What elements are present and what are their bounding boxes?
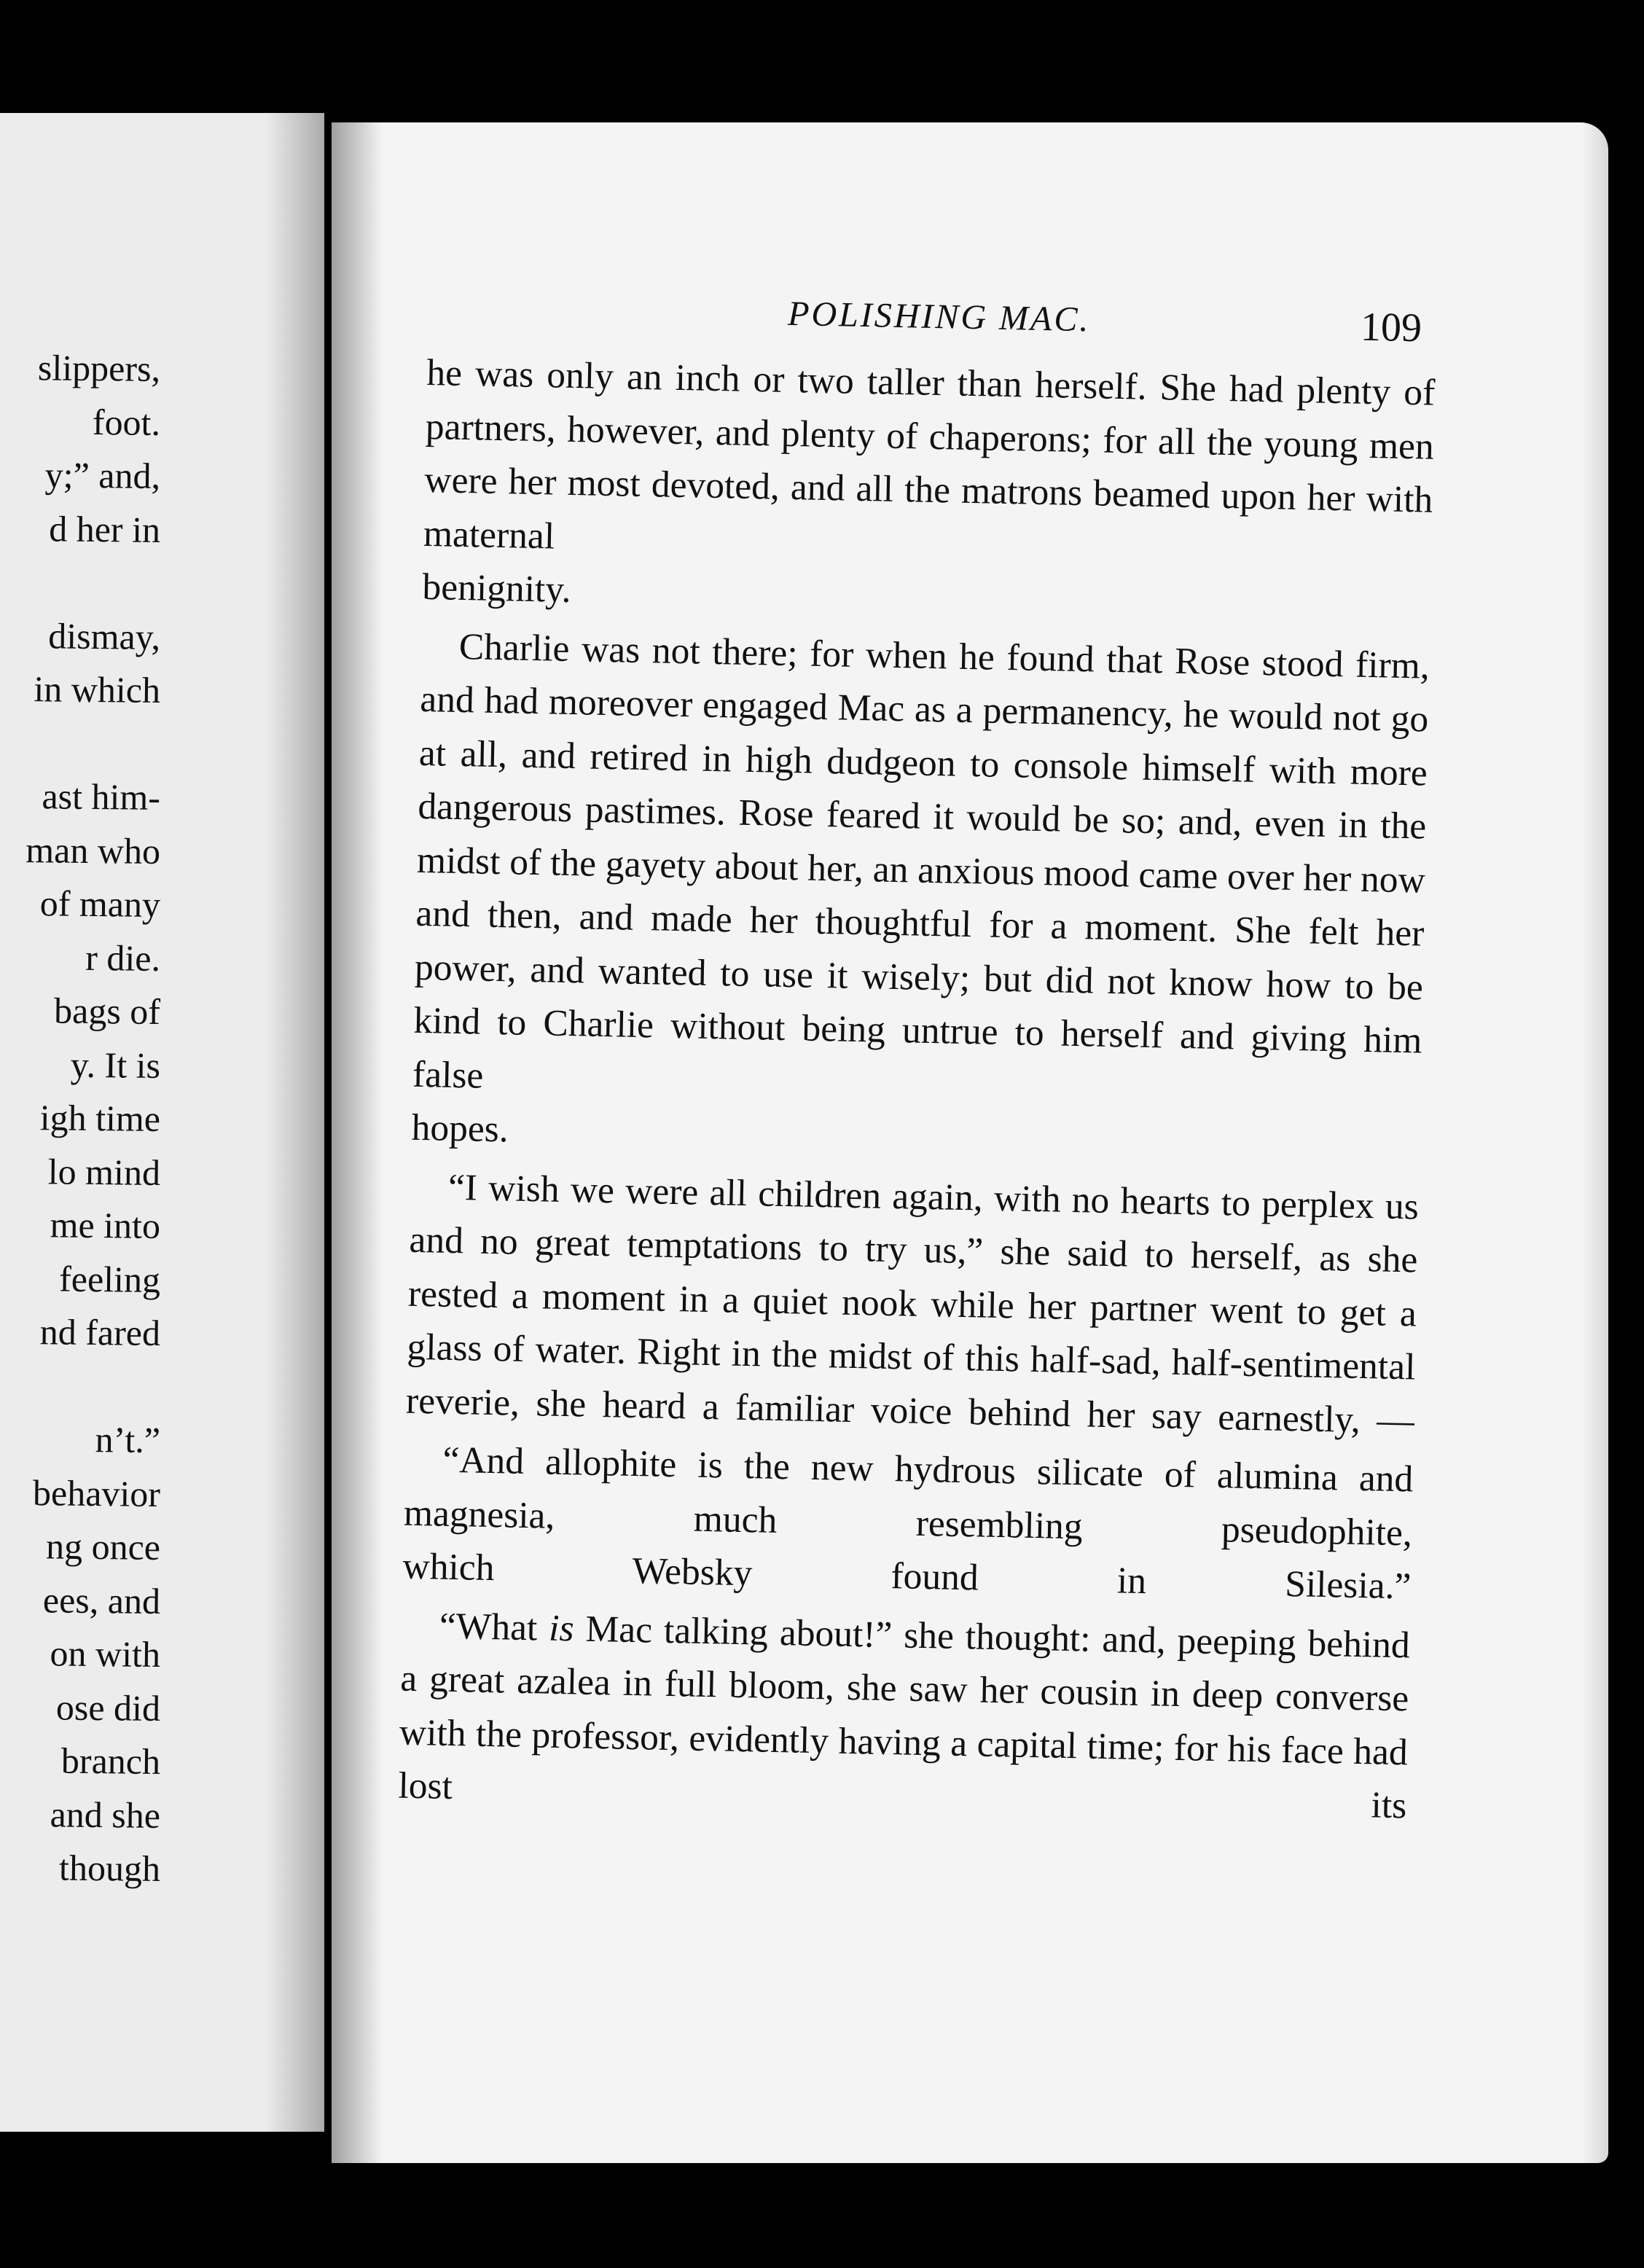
left-line: ees, and [42,1579,161,1622]
left-line: slippers, [37,347,161,389]
left-line: though [58,1847,161,1889]
left-line: lo mind [47,1150,161,1193]
left-line: y;” and, [44,454,161,496]
emphasis: is [548,1607,575,1649]
left-line: behavior [32,1471,161,1514]
left-line: nd fared [39,1311,161,1353]
paragraph-text: he was only an inch or two taller than herself. She had plenty of partners, however, and plenty of chaperons; for all the young men were her most devoted, and all the matrons beamed upon her with maternal [423,351,1436,558]
paragraph-text: “I wish we were all children again, with no hearts to perplex us and no great temptations to try us,” she said to herself, as she rested a moment in a quiet nook while her partner went to get a glass of water. Right in the midst of this half-sad, half-sentimental reverie, she heard a familiar voice behind her say earnestly, — [405,1166,1420,1442]
paragraph-last-line: which Websky found in Silesia.” [402,1545,1412,1608]
left-line: ng once [45,1525,161,1568]
left-line: me into [50,1204,161,1246]
left-line: man who [26,829,161,872]
paragraph [402,1433,1414,1614]
left-line: and she [50,1793,161,1836]
left-line: dismay, [48,614,161,657]
page-number: 109 [1360,304,1422,351]
left-line: feeling [58,1258,161,1300]
paragraph-text: Charlie was not there; for when he found that Rose stood firm, and had moreover engaged Mac as a permanency, he would not go at all, and retired in high dudgeon to console himself with more dangerous pastimes. Rose feared it would be so; and, even in the midst of the gayety about her, an anxious mood came over her now and then, and made her thoughtful for a moment. She felt her power, and wanted to use it wisely; but did not know how to be kind to Charlie without being untrue to herself and giving him false [412,625,1430,1097]
left-line: on with [50,1632,161,1675]
paragraph [398,1598,1411,1833]
left-line: n’t.” [95,1419,161,1460]
paragraph-text: Mac talking about!” she thought: and, peeping behind a great azalea in full bloom, she saw her cousin in deep converse with the professor, evidently having a capital time; for his face had lost its [397,1607,1411,1827]
left-line: branch [60,1740,161,1782]
paragraph [411,619,1430,1175]
left-line: foot. [92,401,161,443]
paragraph-text: “And allophite is the new hydrous silicate of alumina and magnesia, much resembling pseudophite, [403,1439,1414,1554]
left-line [0,1355,160,1414]
left-page-text [0,343,160,1896]
left-line: igh time [39,1097,161,1139]
paragraph-last-line: hopes. [411,1106,509,1151]
left-page [0,113,324,2132]
left-line [0,712,160,771]
page-edge [1582,122,1608,2163]
spine-shadow [266,113,324,2132]
left-line: d her in [48,507,161,550]
left-line: ast him- [42,775,161,818]
paragraph [422,346,1436,634]
left-line: ose did [55,1686,161,1729]
paragraph-text: “What [439,1605,549,1649]
paragraph-last-line: benignity. [421,566,572,611]
left-line: in which [34,668,161,711]
left-line: of many [39,883,161,925]
right-page-text [398,281,1437,1838]
running-title: POLISHING MAC. [787,294,1091,340]
left-line: y. It is [70,1044,161,1086]
left-line: r die. [85,936,161,979]
left-line: bags of [53,990,161,1032]
paragraph [405,1160,1419,1447]
gutter-shadow [332,122,383,2163]
left-line [0,552,160,611]
